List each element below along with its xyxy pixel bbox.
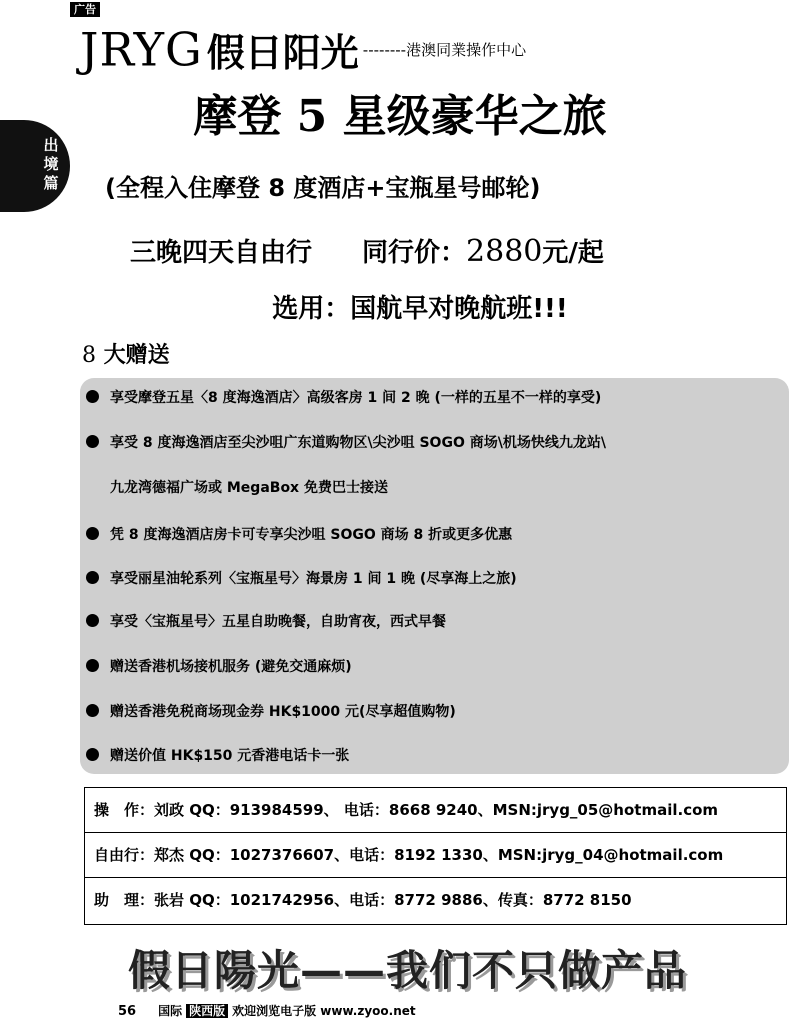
gift-heading-num: 8 xyxy=(82,343,96,368)
price-unit: 元/起 xyxy=(542,238,604,268)
footer-website: 欢迎浏览电子版 www.zyoo.net xyxy=(232,1004,416,1018)
page-title: 摩登 5 星级豪华之旅 xyxy=(193,91,607,142)
gift-heading xyxy=(82,338,170,369)
ad-tag: 广告 xyxy=(70,2,100,17)
contact-table xyxy=(84,787,787,925)
contact-row-assistant: 助 理：张岩 QQ：1021742956、电话：8772 9886、传真：8772 8150 xyxy=(94,891,632,909)
gift-item-text: 赠送香港机场接机服务 (避免交通麻烦) xyxy=(110,659,352,675)
price-line xyxy=(130,232,604,269)
bullet-icon xyxy=(86,527,99,540)
slogan: 假日陽光——我们不只做产品 xyxy=(128,946,688,995)
gift-item-text: 九龙湾德福广场或 MegaBox 免费巴士接送 xyxy=(110,480,388,496)
brand-subtitle: --------港澳同業操作中心 xyxy=(362,41,527,59)
price-amount: 2880 xyxy=(466,234,543,269)
page-footer xyxy=(118,1002,416,1019)
page-number: 56 xyxy=(118,1004,137,1019)
bullet-icon xyxy=(86,704,99,717)
gift-item-text: 享受 8 度海逸酒店至尖沙咀广东道购物区\尖沙咀 SOGO 商场\机场快线九龙站\ xyxy=(110,435,606,451)
footer-section: 国际 xyxy=(158,1004,183,1018)
price-label: 同行价： xyxy=(362,238,467,268)
gift-item-text: 凭 8 度海逸酒店房卡可专享尖沙咀 SOGO 商场 8 折或更多优惠 xyxy=(110,527,513,543)
bullet-icon xyxy=(86,435,99,448)
bullet-icon xyxy=(86,390,99,403)
brand-logo-latin: JRYG xyxy=(80,22,203,77)
gift-heading-text: 大赠送 xyxy=(103,343,170,368)
brand-name: 假日阳光 xyxy=(206,31,359,75)
contact-row-operations: 操 作：刘政 QQ：913984599、 电话：8668 9240、MSN:jryg_05@hotmail.com xyxy=(85,788,786,833)
subtitle: (全程入住摩登 8 度酒店+宝瓶星号邮轮) xyxy=(105,174,541,202)
bullet-icon xyxy=(86,748,99,761)
flight-note: 选用：国航早对晚航班!!! xyxy=(272,294,568,324)
gift-item-text: 享受〈宝瓶星号〉五星自助晚餐，自助宵夜，西式早餐 xyxy=(110,614,446,630)
bullet-icon xyxy=(86,571,99,584)
edition-badge: 陕西版 xyxy=(186,1004,228,1018)
gift-item-text: 赠送香港免税商场现金券 HK$1000 元(尽享超值购物) xyxy=(110,704,456,720)
gift-item-text: 享受摩登五星〈8 度海逸酒店〉高级客房 1 间 2 晚 (一样的五星不一样的享受) xyxy=(110,390,602,406)
gift-item-text: 赠送价值 HK$150 元香港电话卡一张 xyxy=(110,748,350,764)
side-tab-label: 出境篇 xyxy=(43,136,59,192)
bullet-icon xyxy=(86,614,99,627)
gift-item-text: 享受丽星油轮系列〈宝瓶星号〉海景房 1 间 1 晚 (尽享海上之旅) xyxy=(110,571,517,587)
bullet-icon xyxy=(86,659,99,672)
trip-duration: 三晚四天自由行 xyxy=(130,238,313,268)
brand-header xyxy=(80,22,526,78)
gift-list xyxy=(80,378,789,774)
contact-row-independent-travel: 自由行：郑杰 QQ：1027376607、电话：8192 1330、MSN:jryg_04@hotmail.com xyxy=(85,833,786,878)
